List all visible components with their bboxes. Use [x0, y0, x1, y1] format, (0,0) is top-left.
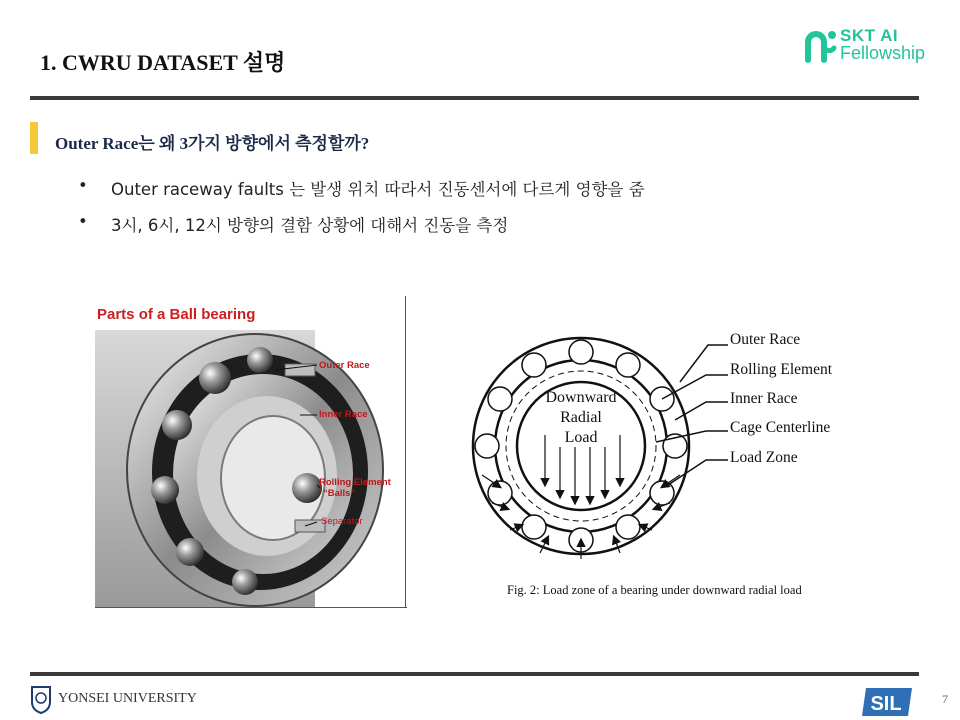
figure-border: [405, 296, 406, 608]
figure-border: [95, 607, 407, 608]
university-name: YONSEI UNIVERSITY: [58, 691, 197, 706]
logo-line2: Fellowship: [840, 43, 926, 63]
sktai-logo-icon: [802, 28, 838, 64]
label-inner-race: Inner Race: [319, 409, 368, 420]
header-divider: [30, 96, 919, 100]
load-zone-diagram: [470, 325, 730, 575]
footer-divider: [30, 672, 919, 676]
figure-caption: Fig. 2: Load zone of a bearing under downward radial load: [507, 583, 802, 597]
diagram-label-cage-centerline: Cage Centerline: [730, 419, 831, 436]
label-outer-race: Outer Race: [319, 360, 370, 371]
label-separator: Separator: [321, 516, 363, 527]
diagram-label-load-zone: Load Zone: [730, 449, 798, 466]
bullet-marker: •: [78, 212, 88, 231]
diagram-label-inner-race: Inner Race: [730, 390, 798, 407]
ball-bearing-parts-figure: [95, 296, 407, 608]
diagram-label-outer-race: Outer Race: [730, 331, 801, 348]
yonsei-seal-icon: [30, 684, 52, 714]
center-label-line1: Downward: [545, 389, 617, 406]
center-label-line3: Load: [564, 429, 598, 446]
sil-logo-text: SIL: [870, 693, 902, 715]
ball-bearing-image: [95, 330, 405, 607]
bullet-text: Outer raceway faults 는 발생 위치 따라서 진동센서에 다르게 영향을 줌: [111, 180, 645, 199]
section-subtitle: Outer Race는 왜 3가지 방향에서 측정할까?: [55, 134, 370, 153]
sktai-fellowship-logo: [802, 28, 947, 66]
section-accent-bar: [30, 122, 38, 154]
logo-line1: SKT AI: [840, 26, 899, 45]
label-rolling-element: Rolling Element: [319, 477, 391, 488]
sil-lab-logo: [862, 686, 914, 718]
figure-title: Parts of a Ball bearing: [97, 306, 256, 323]
slide-title: 1. CWRU DATASET 설명: [40, 50, 286, 75]
page-number: 7: [942, 692, 948, 706]
bullet-text: 3시, 6시, 12시 방향의 결함 상황에 대해서 진동을 측정: [111, 216, 509, 235]
center-label-line2: Radial: [560, 409, 602, 426]
bullet-marker: •: [78, 176, 88, 195]
diagram-label-rolling-element: Rolling Element: [730, 361, 833, 378]
label-balls: “Balls”: [323, 488, 356, 499]
